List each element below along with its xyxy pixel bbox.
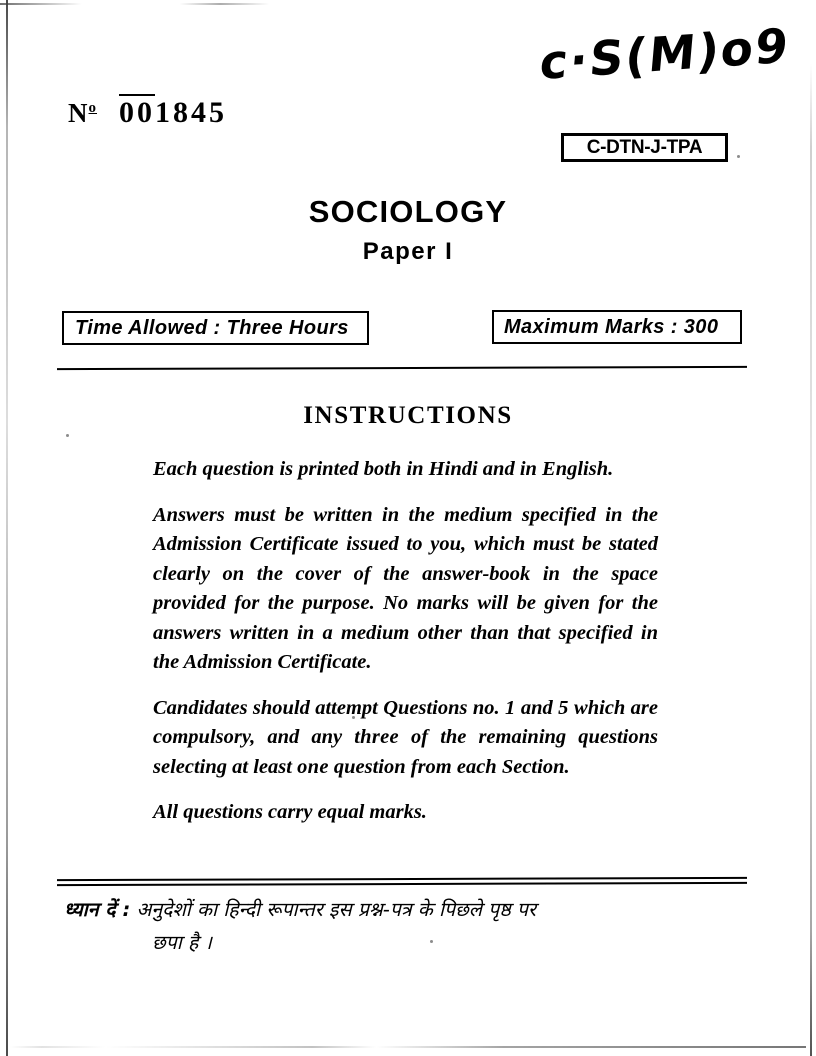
serial-number-digits <box>119 96 227 130</box>
maximum-marks-label: Maximum Marks : 300 <box>504 315 719 338</box>
handwritten-exam-code: c·S(M)o9 <box>537 18 793 92</box>
serial-number <box>68 96 227 130</box>
hindi-note-line1: अनुदेशों का हिन्दी रूपान्तर इस प्रश्न-पत्र के पिछले पृष्ठ पर <box>130 898 536 921</box>
instruction-paragraph-equal-marks: All questions carry equal marks. <box>153 801 427 823</box>
scan-speck <box>430 940 433 943</box>
serial-digits-plain: 1845 <box>155 96 227 129</box>
scan-speck <box>737 155 740 158</box>
scan-edge-left <box>6 0 8 1056</box>
instructions-body <box>153 455 658 828</box>
time-allowed-label: Time Allowed : Three Hours <box>75 316 349 339</box>
instructions-heading: INSTRUCTIONS <box>303 402 513 429</box>
hindi-note <box>64 893 754 959</box>
instruction-paragraph-answer-medium: Answers must be written in the medium specified in the Admission Certificate issued to you, which must be stated clearly on the cover of the answer-book in the space provided for the purpose. No marks will be given for the answers written in a medium other than that specified in the Admission Certificate. <box>153 503 658 673</box>
instruction-paragraph-medium-of-printing: Each question is printed both in Hindi and in English. <box>153 458 614 480</box>
instruction-paragraph-attempt-rule: Candidates should attempt Questions no. 1 and 5 which are compulsory, and any three of the remaining questions selecting at least one question from each Section. <box>153 696 658 778</box>
paper-title: Paper I <box>362 238 454 265</box>
paper-code-label: C-DTN-J-TPA <box>586 136 703 158</box>
maximum-marks-box <box>492 310 742 344</box>
subject-title: SOCIOLOGY <box>308 194 508 229</box>
hindi-note-lead: ध्यान दें : <box>64 898 131 921</box>
numero-sign-superscript: o <box>88 100 97 116</box>
scan-edge-bottom <box>10 1046 806 1048</box>
header-divider-rule <box>57 366 747 370</box>
paper-code-box <box>561 133 728 162</box>
scan-speck <box>352 716 355 719</box>
hindi-note-line2: छपा है । <box>152 931 212 954</box>
numero-sign: $N^o$ <box>68 98 97 128</box>
scan-edge-top <box>0 3 816 5</box>
time-allowed-box <box>62 311 369 345</box>
footer-divider-double-rule <box>57 877 747 886</box>
scan-edge-right <box>810 0 812 1056</box>
scan-speck <box>66 434 69 437</box>
serial-digits-overlined: 00 <box>119 96 155 129</box>
